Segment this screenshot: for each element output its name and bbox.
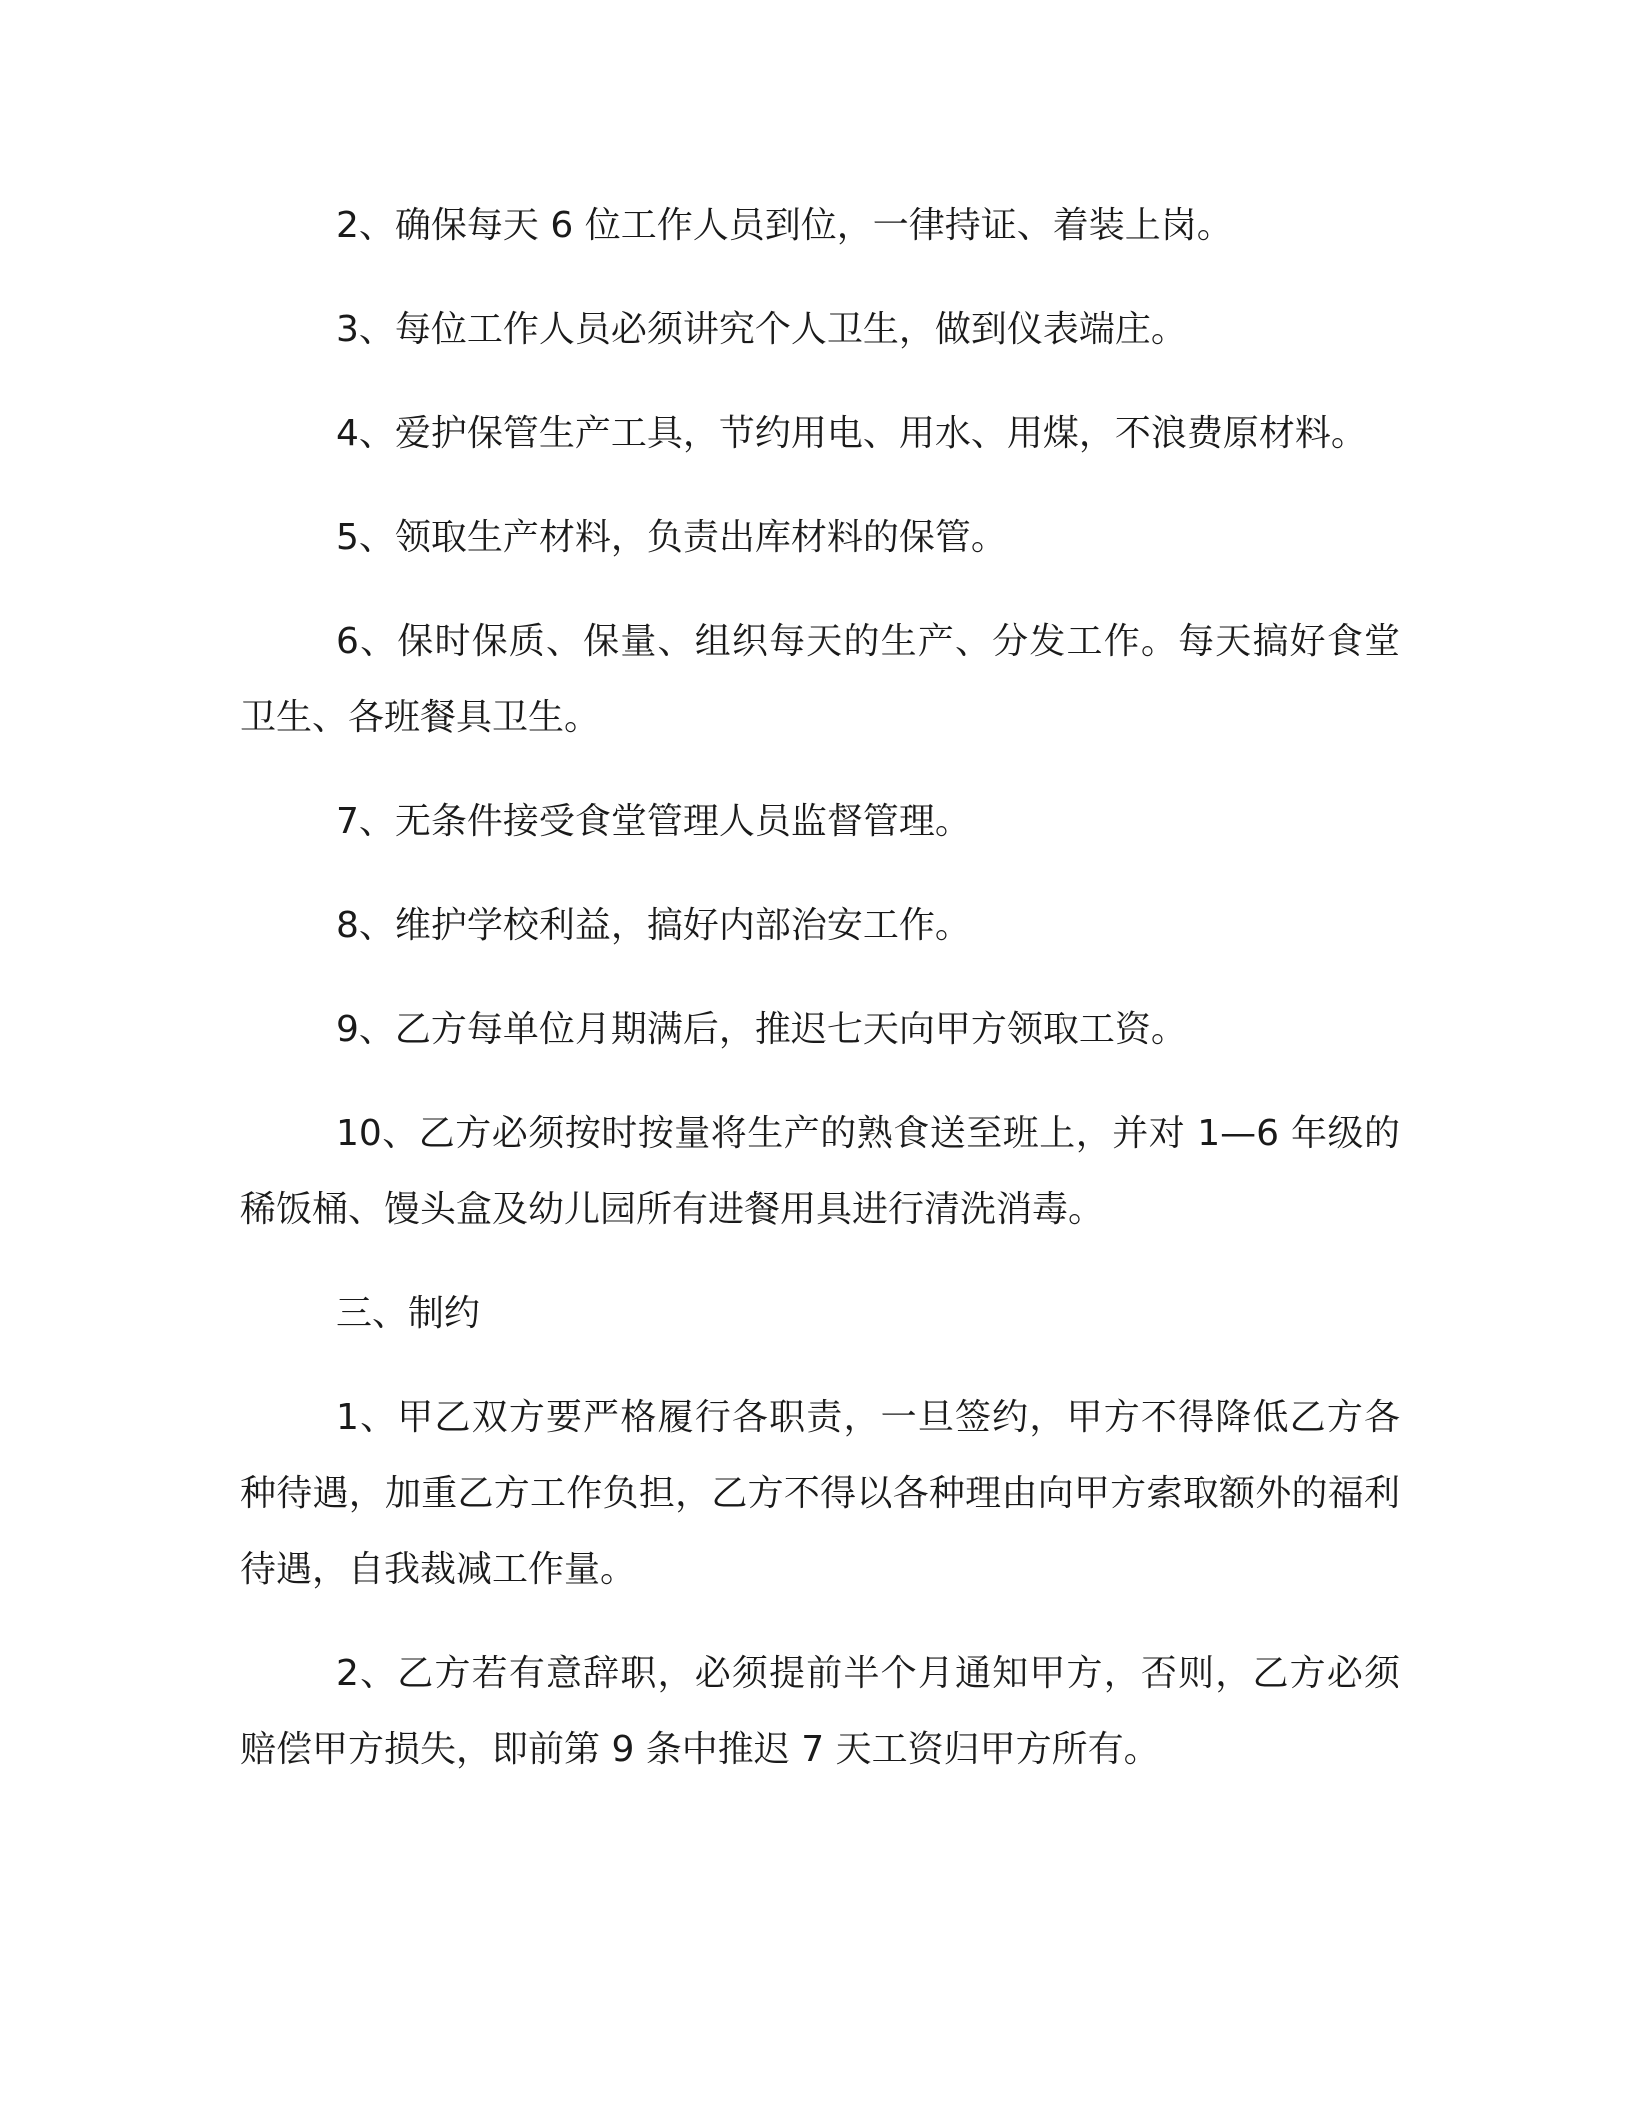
section-heading-constraints: 三、制约 bbox=[336, 1293, 481, 1334]
paragraph-constraint-1: 1、甲乙双方要严格履行各职责，一旦签约，甲方不得降低乙方各种待遇，加重乙方工作负担，乙方不得以各种理由向甲方索取额外的福利待遇，自我裁减工作量。 bbox=[240, 1397, 1400, 1590]
paragraph-item-10: 10、乙方必须按时按量将生产的熟食送至班上，并对 1—6 年级的稀饭桶、馒头盒及幼儿园所有进餐用具进行清洗消毒。 bbox=[240, 1113, 1400, 1230]
paragraph-item-2: 2、确保每天 6 位工作人员到位，一律持证、着装上岗。 bbox=[336, 205, 1233, 246]
paragraph-item-5: 5、领取生产材料，负责出库材料的保管。 bbox=[336, 517, 1007, 558]
paragraph-item-4: 4、爱护保管生产工具，节约用电、用水、用煤，不浪费原材料。 bbox=[336, 413, 1367, 454]
paragraph-constraint-2: 2、乙方若有意辞职，必须提前半个月通知甲方，否则，乙方必须赔偿甲方损失，即前第 9 条中推迟 7 天工资归甲方所有。 bbox=[240, 1653, 1400, 1770]
document-body bbox=[240, 188, 1400, 1816]
paragraph-item-6: 6、保时保质、保量、组织每天的生产、分发工作。每天搞好食堂卫生、各班餐具卫生。 bbox=[240, 621, 1400, 738]
paragraph-item-7: 7、无条件接受食堂管理人员监督管理。 bbox=[336, 801, 971, 842]
paragraph-item-8: 8、维护学校利益，搞好内部治安工作。 bbox=[336, 905, 971, 946]
paragraph-item-3: 3、每位工作人员必须讲究个人卫生，做到仪表端庄。 bbox=[336, 309, 1187, 350]
paragraph-item-9: 9、乙方每单位月期满后，推迟七天向甲方领取工资。 bbox=[336, 1009, 1187, 1050]
